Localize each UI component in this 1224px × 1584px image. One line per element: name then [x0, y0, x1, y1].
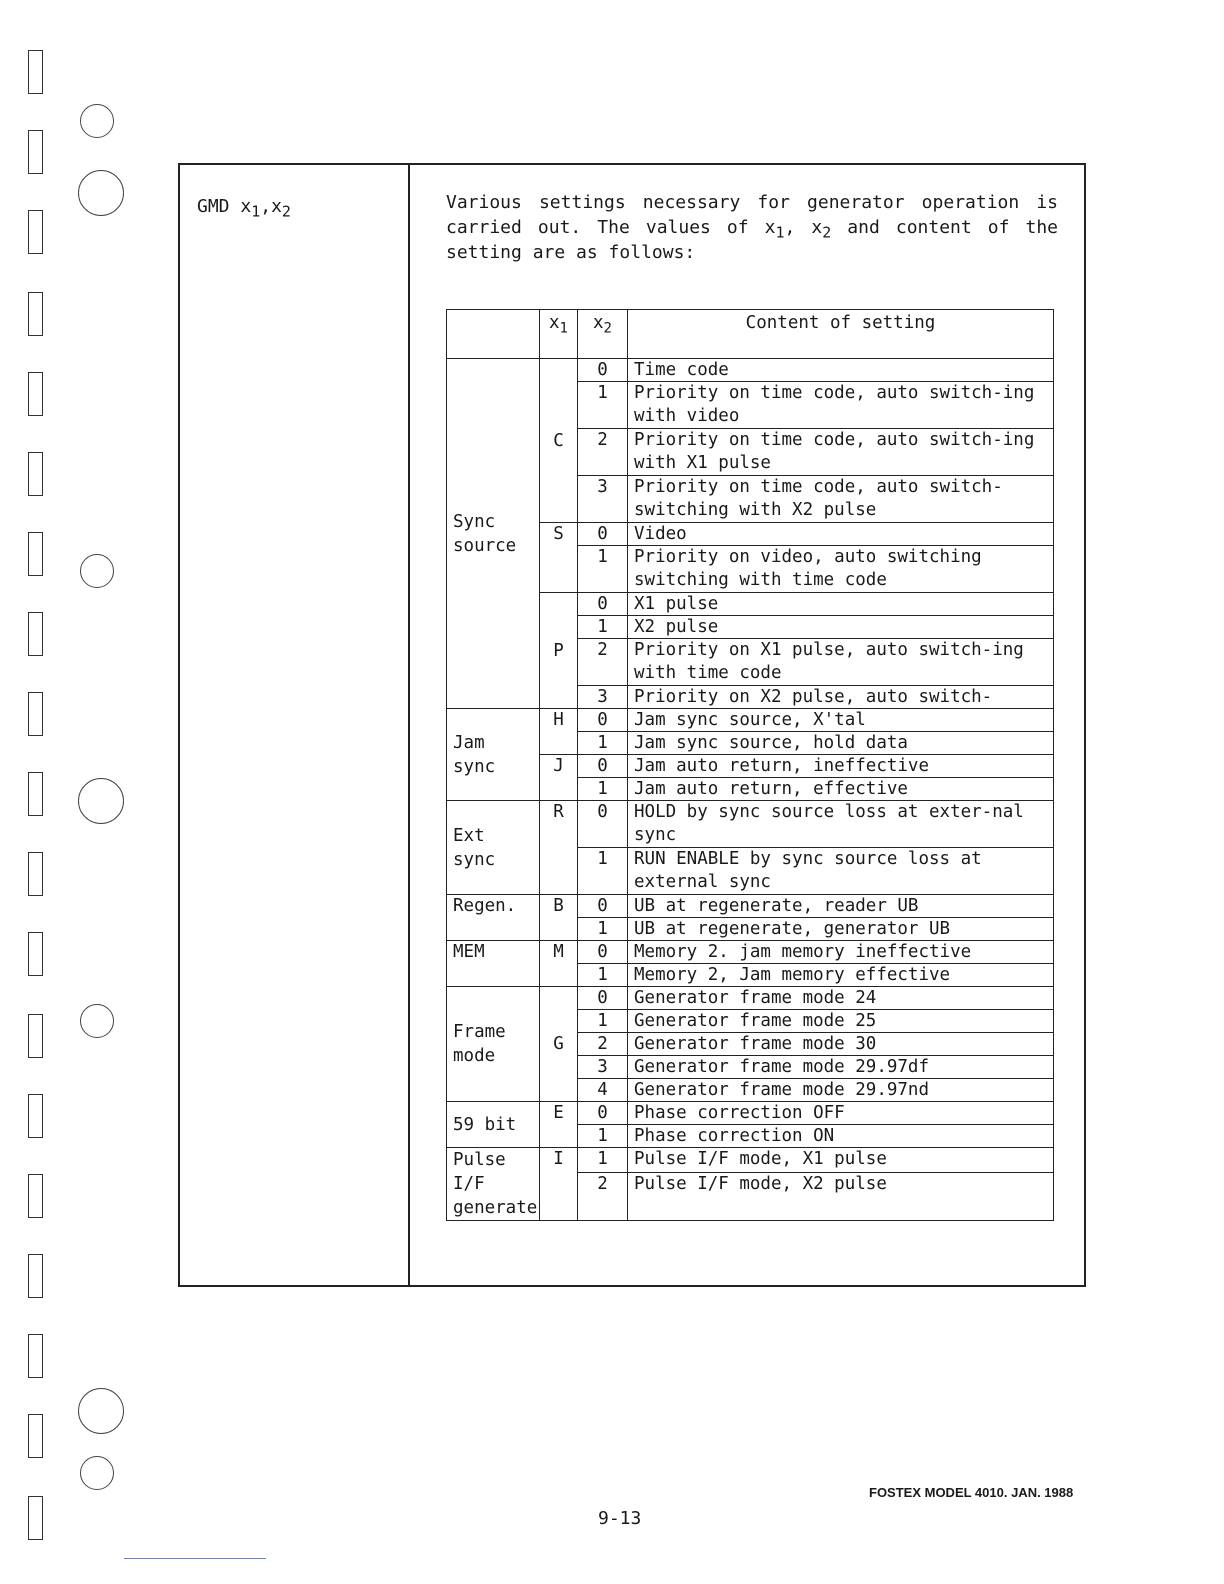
content-cell: Jam auto return, effective	[628, 778, 1054, 801]
content-cell: Memory 2, Jam memory effective	[628, 964, 1054, 987]
x2-cell: 0	[578, 801, 628, 848]
group-label: Ext sync	[447, 801, 540, 895]
x2-cell: 1	[578, 848, 628, 895]
model-footer: FOSTEX MODEL 4010. JAN. 1988	[869, 1485, 1074, 1500]
group-label: Pulse I/F generate	[447, 1148, 540, 1221]
content-cell: RUN ENABLE by sync source loss at external sync	[628, 848, 1054, 895]
x2-cell: 3	[578, 686, 628, 709]
x2-cell: 1	[578, 1148, 628, 1173]
binder-tab-mark	[28, 130, 43, 174]
content-cell: Priority on time code, auto switch-ing with video	[628, 382, 1054, 429]
x2-cell: 1	[578, 918, 628, 941]
x2-cell: 0	[578, 709, 628, 732]
group-label: 59 bit	[447, 1102, 540, 1148]
content-cell: Priority on video, auto switching switching with time code	[628, 546, 1054, 593]
content-cell: Generator frame mode 29.97df	[628, 1056, 1054, 1079]
content-cell: Memory 2. jam memory ineffective	[628, 941, 1054, 964]
x2-cell: 0	[578, 987, 628, 1010]
x1-cell: P	[540, 593, 578, 709]
x1-cell: I	[540, 1148, 578, 1221]
binder-tab-mark	[28, 1254, 43, 1298]
binder-tab-mark	[28, 452, 43, 496]
x2-cell: 0	[578, 359, 628, 382]
punch-hole	[80, 1456, 114, 1490]
table-row	[447, 801, 1054, 848]
x2-cell: 2	[578, 1172, 628, 1220]
x1-cell: C	[540, 359, 578, 523]
table-row	[447, 709, 1054, 732]
binder-tab-mark	[28, 612, 43, 656]
group-label: Jam sync	[447, 709, 540, 801]
x2-cell: 1	[578, 546, 628, 593]
x2-cell: 3	[578, 1056, 628, 1079]
binder-tab-mark	[28, 1014, 43, 1058]
x2-cell: 0	[578, 523, 628, 546]
x2-cell: 2	[578, 429, 628, 476]
x2-cell: 0	[578, 895, 628, 918]
binder-tab-mark	[28, 1414, 43, 1458]
x2-cell: 2	[578, 1033, 628, 1056]
table-header-row	[447, 310, 1054, 359]
intro-text: Various settings necessary for generator operation is carried out. The values of $x_1$, $x_2$ and content of the setting are as follows:	[446, 192, 1058, 263]
binder-tab-mark	[28, 692, 43, 736]
x1-cell: M	[540, 941, 578, 987]
content-cell: HOLD by sync source loss at exter-nal sync	[628, 801, 1054, 848]
binder-tab-mark	[28, 1094, 43, 1138]
x2-cell: 1	[578, 1125, 628, 1148]
table-row	[447, 987, 1054, 1010]
binder-tab-mark	[28, 772, 43, 816]
content-cell: Jam sync source, X'tal	[628, 709, 1054, 732]
x2-cell: 0	[578, 941, 628, 964]
x2-cell: 2	[578, 639, 628, 686]
content-cell: Pulse I/F mode, X2 pulse	[628, 1172, 1054, 1220]
binder-tab-mark	[28, 372, 43, 416]
binder-tab-mark	[28, 1174, 43, 1218]
settings-table	[446, 309, 1054, 1221]
punch-hole	[80, 554, 114, 588]
table-row	[447, 1102, 1054, 1125]
content-cell: Time code	[628, 359, 1054, 382]
table-row	[447, 359, 1054, 382]
content-cell: Priority on X1 pulse, auto switch-ing with time code	[628, 639, 1054, 686]
punch-hole	[78, 1388, 124, 1434]
x2-cell: 0	[578, 1102, 628, 1125]
x1-cell: E	[540, 1102, 578, 1148]
x2-cell: 1	[578, 616, 628, 639]
x2-header: $x_2$	[578, 310, 628, 359]
content-cell: Priority on time code, auto switch-ing with X1 pulse	[628, 429, 1054, 476]
binder-tab-mark	[28, 292, 43, 336]
scan-underline-mark	[124, 1558, 266, 1559]
content-cell: Generator frame mode 25	[628, 1010, 1054, 1033]
x2-cell: 4	[578, 1079, 628, 1102]
x1-cell: S	[540, 523, 578, 593]
content-cell: Phase correction OFF	[628, 1102, 1054, 1125]
content-cell: Phase correction ON	[628, 1125, 1054, 1148]
x1-cell: B	[540, 895, 578, 941]
x2-cell: 1	[578, 778, 628, 801]
group-label: MEM	[447, 941, 540, 987]
binder-tab-mark	[28, 1496, 43, 1540]
table-row	[447, 895, 1054, 918]
content-cell: Pulse I/F mode, X1 pulse	[628, 1148, 1054, 1173]
table-row	[447, 941, 1054, 964]
group-label: Frame mode	[447, 987, 540, 1102]
content-cell: UB at regenerate, reader UB	[628, 895, 1054, 918]
binder-tab-mark	[28, 50, 43, 94]
content-cell: Generator frame mode 24	[628, 987, 1054, 1010]
content-cell: Jam auto return, ineffective	[628, 755, 1054, 778]
binder-tab-mark	[28, 932, 43, 976]
content-header: Content of setting	[628, 310, 1054, 359]
group-header	[447, 310, 540, 359]
table-row	[447, 1148, 1054, 1173]
punch-hole	[80, 104, 114, 138]
binder-tab-mark	[28, 210, 43, 254]
x1-cell: J	[540, 755, 578, 801]
x1-cell: R	[540, 801, 578, 895]
x1-cell: G	[540, 987, 578, 1102]
content-cell: Priority on time code, auto switch-switching with X2 pulse	[628, 476, 1054, 523]
punch-hole	[78, 778, 124, 824]
x2-cell: 1	[578, 964, 628, 987]
content-cell: UB at regenerate, generator UB	[628, 918, 1054, 941]
group-label: Sync source	[447, 359, 540, 709]
x1-header: $x_1$	[540, 310, 578, 359]
x2-cell: 0	[578, 755, 628, 778]
binder-tab-mark	[28, 1334, 43, 1378]
content-cell: X2 pulse	[628, 616, 1054, 639]
content-cell: Generator frame mode 30	[628, 1033, 1054, 1056]
content-cell: Priority on X2 pulse, auto switch-	[628, 686, 1054, 709]
x2-cell: 1	[578, 382, 628, 429]
x2-cell: 3	[578, 476, 628, 523]
page-number: 9-13	[598, 1508, 642, 1529]
binder-tab-mark	[28, 852, 43, 896]
punch-hole	[78, 170, 124, 216]
x2-cell: 0	[578, 593, 628, 616]
x2-cell: 1	[578, 1010, 628, 1033]
content-cell: X1 pulse	[628, 593, 1054, 616]
binder-tab-mark	[28, 532, 43, 576]
column-divider	[408, 163, 410, 1287]
x1-cell: H	[540, 709, 578, 755]
content-cell: Jam sync source, hold data	[628, 732, 1054, 755]
group-label: Regen.	[447, 895, 540, 941]
content-cell: Generator frame mode 29.97nd	[628, 1079, 1054, 1102]
content-cell: Video	[628, 523, 1054, 546]
punch-hole	[80, 1004, 114, 1038]
command-label: GMD $x_1,x_2$	[197, 196, 291, 221]
x2-cell: 1	[578, 732, 628, 755]
